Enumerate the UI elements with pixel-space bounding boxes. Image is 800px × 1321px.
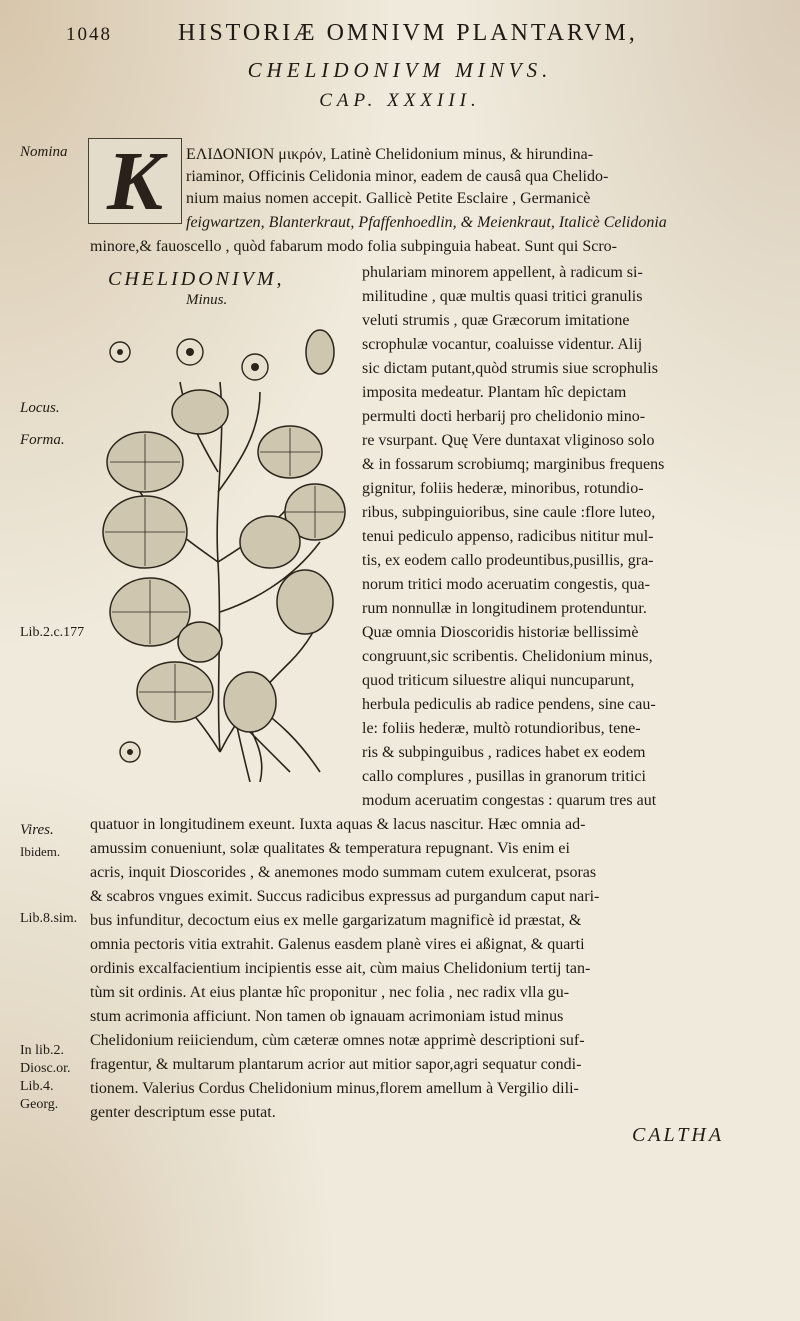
page-number: 1048	[66, 24, 112, 45]
text-line-17: tenui pediculo appenso, radicibus nititur mul-	[362, 528, 654, 545]
text-line-28: modum aceruatim congestas : quarum tres aut	[362, 792, 657, 809]
text-line-13: re vsurpant. Quę Vere duntaxat vliginoso solo	[362, 432, 655, 449]
text-line-20: rum nonnullæ in longitudinem protenduntur.	[362, 600, 647, 617]
text-line-26: ris & subpinguibus , radices habet ex eodem	[362, 744, 646, 761]
text-line-31: acris, inquit Dioscorides , & anemones modo summam cutem exulcerat, psoras	[90, 864, 597, 881]
margin-note-dioscor: Diosc.or.	[20, 1061, 71, 1076]
text-line-16: ribus, subpinguioribus, sine caule :flore luteo,	[362, 504, 656, 521]
decorated-initial	[88, 135, 182, 228]
text-line-41: genter descriptum esse putat.	[90, 1104, 276, 1121]
text-line-3: nium maius nomen accepit. Gallicè Petite Esclaire , Germanicè	[186, 190, 591, 207]
text-line-38: Chelidonium reiiciendum, cùm cæteræ omnes notæ apprimè descriptioni suf-	[90, 1032, 585, 1049]
text-line-40: tionem. Valerius Cordus Chelidonium minus,florem amellum à Vergilio dili-	[90, 1080, 579, 1097]
margin-note-lib4: Lib.4.	[20, 1079, 54, 1094]
text-line-39: fragentur, & multarum plantarum acrior aut mitior sapor,agri sequatur condi-	[90, 1056, 582, 1073]
text-line-35: ordinis excalfacientium incipientis esse ait, cùm maius Chelidonium tertij tan-	[90, 960, 591, 977]
margin-note-nomina: Nomina	[20, 144, 68, 160]
margin-note-georg: Georg.	[20, 1097, 59, 1112]
text-line-12: permulti docti herbarij pro chelidonio mino-	[362, 408, 646, 425]
margin-note-inlib2: In lib.2.	[20, 1043, 64, 1058]
text-line-32: & scabros vngues eximit. Succus radicibus expressus ad purgandum caput nari-	[90, 888, 600, 905]
text-line-11: imposita medeatur. Plantam hîc depictam	[362, 384, 627, 401]
plant-illustration	[90, 312, 350, 782]
text-line-33: bus infunditur, decoctum eius ex melle gargarizatum magnificè id præstat, &	[90, 912, 582, 929]
text-line-10: sic dictam putant,quòd strumis siue scrophulis	[362, 360, 658, 377]
page-header	[0, 18, 800, 48]
text-line-30: amussim conueniunt, solæ qualitates & temperatura repugnant. Vis enim ei	[90, 840, 570, 857]
text-line-36: tùm sit ordinis. At eius plantæ hîc proponitur , nec folia , nec radix vlla gu-	[90, 984, 570, 1001]
text-line-21: Quæ omnia Dioscoridis historiæ bellissimè	[362, 624, 639, 641]
figure-caption: CHELIDONIVM,	[108, 268, 285, 290]
text-line-4: feigwartzen, Blanterkraut, Pfaffenhoedlin, & Meienkraut, Italicè Celidonia	[186, 214, 667, 231]
text-line-18: tis, ex eodem callo prodeuntibus,pusillis, gra-	[362, 552, 654, 569]
margin-note-vires: Vires.	[20, 822, 54, 838]
text-line-23: quod triticum siluestre aliqui nuncuparunt,	[362, 672, 635, 689]
chapter-number: CAP. XXXIII.	[319, 90, 481, 111]
text-line-2: riaminor, Officinis Celidonia minor, eadem de causâ qua Chelido-	[186, 168, 609, 185]
figure-subcaption: Minus.	[186, 292, 228, 308]
text-line-7: militudine , quæ multis quasi tritici granulis	[362, 288, 643, 305]
chapter-title: CHELIDONIVM MINVS.	[247, 58, 553, 82]
text-line-22: congruunt,sic scribentis. Chelidonium minus,	[362, 648, 653, 665]
text-line-37: stum acrimonia afficiunt. Non tamen ob ignauam acrimoniam istud minus	[90, 1008, 564, 1025]
text-line-29: quatuor in longitudinem exeunt. Iuxta aquas & lacus nascitur. Hæc omnia ad-	[90, 816, 586, 833]
text-line-25: le: foliis hederæ, multò rotundioribus, tene-	[362, 720, 641, 737]
text-line-14: & in fossarum scrobiumq; marginibus frequens	[362, 456, 665, 473]
margin-note-forma: Forma.	[20, 432, 65, 448]
margin-note-locus: Locus.	[20, 400, 60, 416]
text-line-1: ΕΛΙΔΟΝΙΟΝ μικρόν, Latinè Chelidonium minus, & hirundina-	[186, 146, 594, 163]
catchword: CALTHA	[632, 1124, 725, 1146]
initial-letter: K	[106, 135, 164, 228]
text-line-9: scrophulæ vocantur, coaluisse videntur. Alij	[362, 336, 643, 353]
margin-note-lib2: Lib.2.c.177	[20, 625, 85, 640]
text-line-34: omnia pectoris vitia extrahit. Galenus easdem planè vires ei aßignat, & quarti	[90, 936, 585, 953]
text-line-15: gignitur, foliis hederæ, minoribus, rotundio-	[362, 480, 644, 497]
running-title: HISTORIÆ OMNIVM PLANTARVM,	[178, 20, 638, 46]
margin-note-lib8: Lib.8.sim.	[20, 911, 78, 926]
text-line-19: norum tritici modo aceruatim congestis, qua-	[362, 576, 650, 593]
text-line-27: callo complures , pusillas in granorum tritici	[362, 768, 646, 785]
text-line-6: phulariam minorem appellent, à radicum si-	[362, 264, 643, 281]
text-line-24: herbula pediculis ab radice pendens, sine cau-	[362, 696, 656, 713]
margin-note-ibidem: Ibidem.	[20, 844, 61, 859]
text-line-5: minore,& fauoscello , quòd fabarum modo folia subpinguia habeat. Sunt qui Scro-	[90, 238, 617, 255]
text-line-8: veluti strumis , quæ Græcorum imitatione	[362, 312, 630, 329]
